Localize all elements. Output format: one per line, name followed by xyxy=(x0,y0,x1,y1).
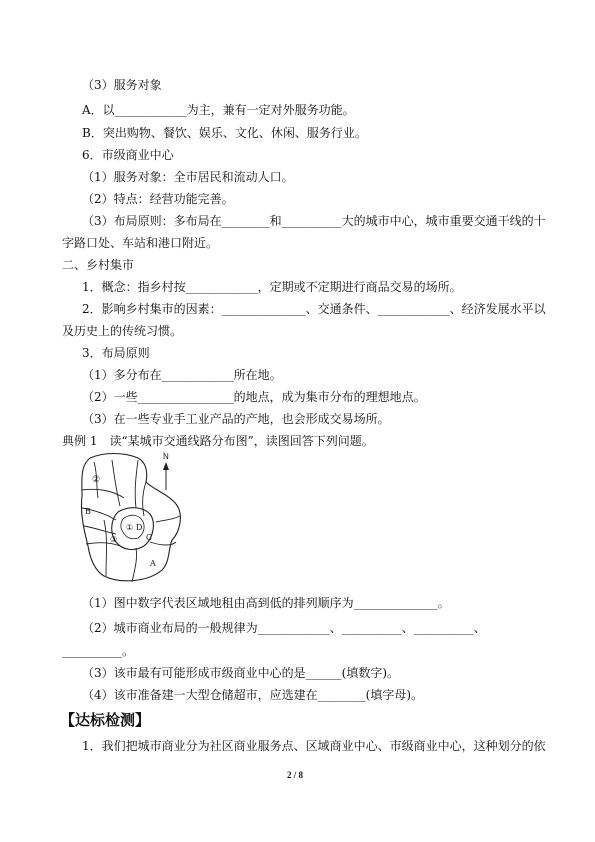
map-label-d: D xyxy=(136,523,143,532)
text-line-option-b: B．突出购物、餐饮、娱乐、文化、休闲、服务行业。 xyxy=(82,126,367,140)
north-label: N xyxy=(163,452,169,461)
text-line-question-2: （2）城市商业布局的一般规律为____________、__________、__________、 xyxy=(82,621,486,635)
text-line-question-4: （4）该市准备建一大型仓储超市，应选建在________(填字母)。 xyxy=(82,688,424,702)
text-line-rural-factors-cont: 及历史上的传统习惯。 xyxy=(62,324,183,338)
section-heading: 【达标检测】 xyxy=(60,711,151,729)
text-line-city-center-3: （3）布局原则：多布局在________和__________大的城市中心，城市重要交通干线的十 xyxy=(82,214,546,228)
text-line-city-center-2: （2）特点：经营功能完善。 xyxy=(82,192,234,206)
text-line-option-a: A．以____________为主，兼有一定对外服务功能。 xyxy=(82,103,355,117)
text-line-city-center-1: （1）服务对象：全市居民和流动人口。 xyxy=(82,170,294,184)
north-arrow xyxy=(163,452,169,490)
map-label-3: ③ xyxy=(110,535,118,544)
text-line-rural-concept: 1．概念：指乡村按____________，定期或不定期进行商品交易的场所。 xyxy=(82,280,462,294)
text-line-principle-2: （2）一些________________的地点，成为集市分布的理想地点。 xyxy=(82,390,426,404)
text-line-city-center-title: 6．市级商业中心 xyxy=(82,148,174,162)
text-line-services-target: （3）服务对象 xyxy=(82,78,162,92)
text-line-principle-3: （3）在一些专业手工业产品的产地，也会形成交易场所。 xyxy=(82,412,390,426)
page-number: 2 / 8 xyxy=(287,770,304,780)
text-line-question-1: （1）图中数字代表区域地租由高到低的排列顺序为______________。 xyxy=(82,596,450,610)
map-label-b: B xyxy=(85,507,91,516)
text-line-city-center-3-cont: 字路口处、车站和港口附近。 xyxy=(62,236,219,250)
text-line-principle-1: （1）多分布在____________所在地。 xyxy=(82,368,282,382)
city-traffic-map xyxy=(76,450,194,588)
text-line-rural-market-title: 二、乡村集市 xyxy=(62,258,135,272)
map-label-1: ① xyxy=(126,523,134,532)
map-label-2: ② xyxy=(92,475,101,485)
text-line-layout-principle: 3．布局原则 xyxy=(82,346,150,360)
text-line-question-3: （3）该市最有可能形成市级商业中心的是______(填数字)。 xyxy=(82,666,400,680)
map-label-a: A xyxy=(150,559,156,568)
map-label-c: C xyxy=(146,533,153,542)
text-line-question-2-cont: __________。 xyxy=(62,644,135,658)
text-line-rural-factors: 2．影响乡村集市的因素：______________、交通条件、____________、经济发展水平以 xyxy=(82,302,546,316)
text-line-example-1: 典例 1 读“某城市交通线路分布图”，读图回答下列问题。 xyxy=(62,434,374,448)
text-line-check-1: 1．我们把城市商业分为社区商业服务点、区域商业中心、市级商业中心，这种划分的依 xyxy=(82,739,546,753)
